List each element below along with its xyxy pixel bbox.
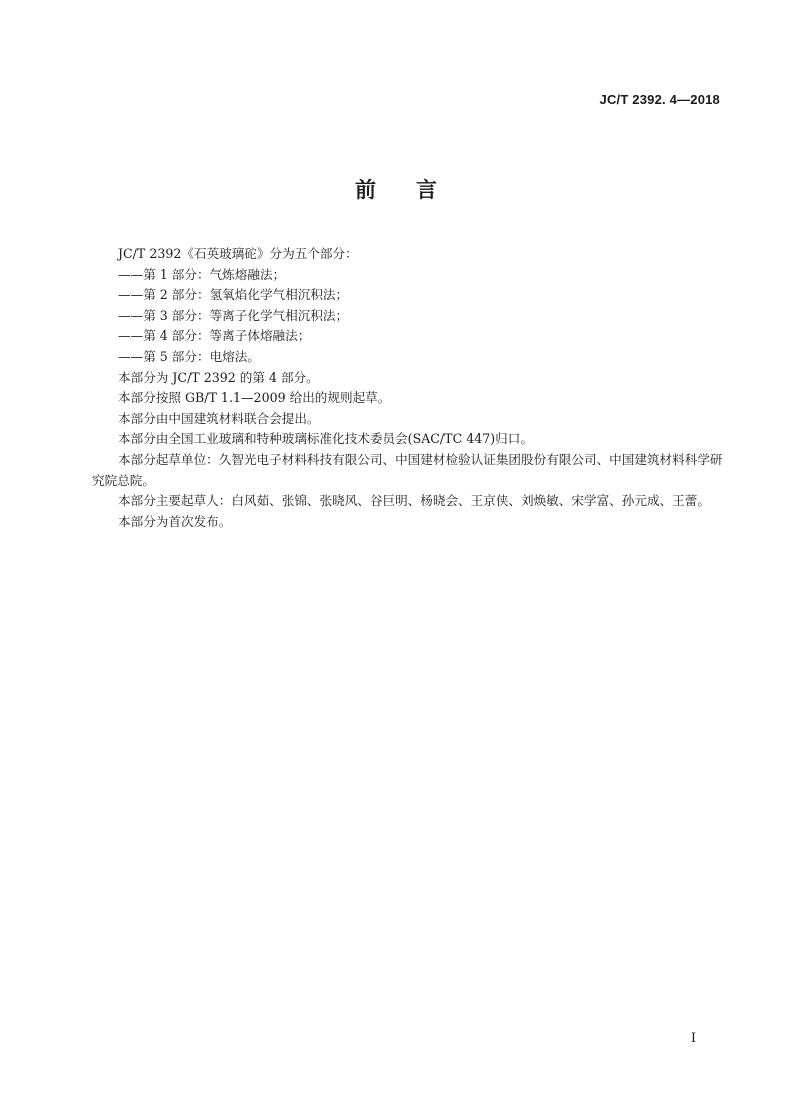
page-number: I (690, 1031, 696, 1046)
foreword-body (92, 244, 732, 532)
paragraph-drafters: 本部分主要起草人：白风茹、张锦、张晓风、谷巨明、杨晓会、王京侠、刘焕敏、宋学富、孙元成、王蕾。 (118, 493, 710, 509)
paragraph-committee: 本部分由全国工业玻璃和特种玻璃标准化技术委员会(SAC/TC 447)归口。 (118, 431, 533, 447)
list-item-part-2: ——第 2 部分：氢氧焰化学气相沉积法； (118, 287, 349, 303)
paragraph-drafting-rules: 本部分按照 GB/T 1.1—2009 给出的规则起草。 (118, 390, 391, 406)
list-item-part-4: ——第 4 部分：等离子体熔融法； (118, 328, 311, 344)
list-item-part-3: ——第 3 部分：等离子化学气相沉积法； (118, 307, 349, 323)
paragraph-intro: JC/T 2392《石英玻璃砣》分为五个部分： (118, 246, 358, 261)
standard-code: JC/T 2392. 4—2018 (599, 92, 720, 107)
list-item-part-5: ——第 5 部分：电熔法。 (118, 348, 260, 364)
title-char-1: 前 (355, 178, 376, 202)
list-item-part-1: ——第 1 部分：气炼熔融法； (118, 266, 286, 282)
paragraph-part-statement: 本部分为 JC/T 2392 的第 4 部分。 (118, 369, 319, 385)
page-title (0, 174, 792, 204)
title-char-2: 言 (416, 178, 437, 202)
paragraph-drafting-units: 本部分起草单位：久智光电子材料科技有限公司、中国建材检验认证集团股份有限公司、中国建筑材料科学研究院总院。 (92, 451, 723, 488)
paragraph-first-release: 本部分为首次发布。 (118, 513, 232, 529)
paragraph-proposer: 本部分由中国建筑材料联合会提出。 (118, 410, 320, 426)
